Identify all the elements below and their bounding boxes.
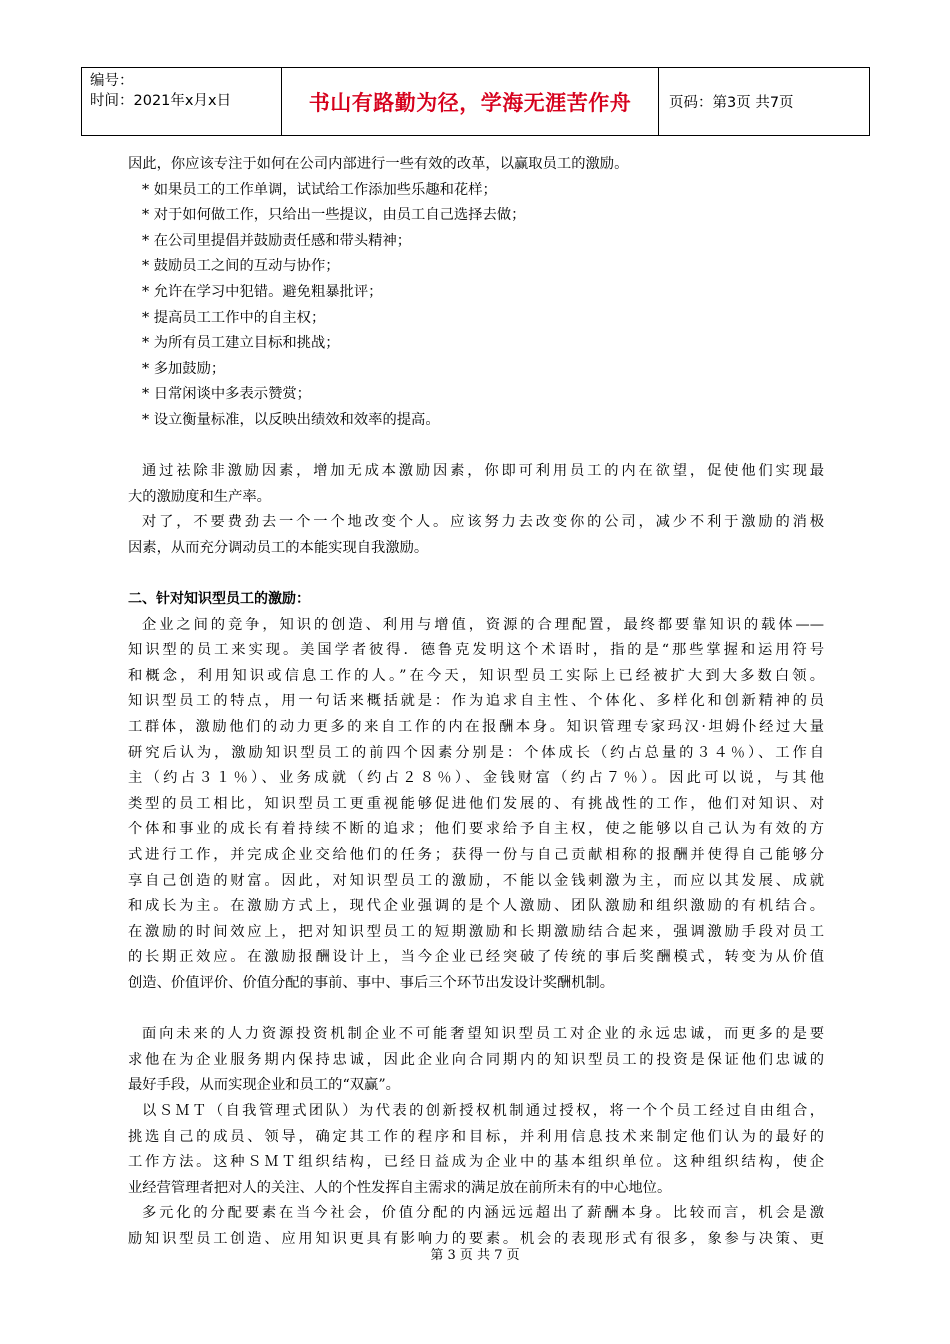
- text-line: 研究后认为，激励知识型员工的前四个因素分别是：个体成长（约占总量的３４％）、工作自: [128, 744, 824, 761]
- text-line: 以ＳＭＴ（自我管理式团队）为代表的创新授权机制通过授权，将一个个员工经过自由组合，: [142, 1102, 824, 1119]
- spacer: [128, 562, 824, 588]
- text-line: 工作方法。这种ＳＭＴ组织结构，已经日益成为企业中的基本组织单位。这种组织结构，使企: [128, 1154, 824, 1171]
- list-item: * 如果员工的工作单调，试试给工作添加些乐趣和花样；: [142, 181, 497, 198]
- list-item: * 多加鼓励；: [142, 360, 226, 377]
- list-item: * 在公司里提倡并鼓励责任感和带头精神；: [142, 232, 412, 249]
- paragraph-2: [128, 510, 824, 561]
- text-line: 知识型的员工来实现。美国学者彼得．德鲁克发明这个术语时，指的是“那些掌握和运用符号: [128, 642, 824, 659]
- list-item: * 设立衡量标准，以反映出绩效和效率的提高。: [142, 411, 440, 428]
- text-line: 通过祛除非激励因素，增加无成本激励因素，你即可利用员工的内在欲望，促使他们实现最: [142, 463, 824, 480]
- header-meta: [82, 68, 282, 135]
- spacer: [128, 997, 824, 1023]
- header-page-info: 页码：第3页 共7页: [669, 95, 794, 111]
- text-line: 因素，从而充分调动员工的本能实现自我激励。: [128, 539, 429, 556]
- page-footer: 第 3 页 共 7 页: [430, 1248, 520, 1263]
- header-date-label: 时间：2021年x月x日: [90, 93, 232, 109]
- text-line: 工群体，激励他们的动力更多的来自工作的内在报酬本身。知识管理专家玛汉·坦姆仆经过大量: [128, 719, 824, 736]
- list-item: * 鼓励员工之间的互动与协作；: [142, 258, 340, 275]
- list-item: * 为所有员工建立目标和挑战；: [142, 335, 340, 352]
- bullet-list: [128, 178, 824, 434]
- text-line: 挑选自己的成员、领导，确定其工作的程序和目标，并利用信息技术来制定他们认为的最好的: [128, 1128, 824, 1145]
- page-header: [81, 67, 870, 136]
- text-line: 大的激励度和生产率。: [128, 488, 271, 505]
- list-item: * 对于如何做工作，只给出一些提议，由员工自己选择去做；: [142, 207, 526, 224]
- text-line: 式进行工作，并完成企业交给他们的任务；获得一份与自己贡献相称的报酬并使得自己能够分: [128, 847, 824, 864]
- text-line: 类型的员工相比，知识型员工更重视能够促进他们发展的、有挑战性的工作，他们对知识、对: [128, 795, 824, 812]
- paragraph-1: [128, 459, 824, 510]
- document-body: [128, 152, 824, 1253]
- text-line: 最好手段，从而实现企业和员工的“双赢”。: [128, 1077, 400, 1094]
- paragraph-3: [128, 613, 824, 997]
- text-line: 对了，不要费劲去一个一个地改变个人。应该努力去改变你的公司，减少不利于激励的消极: [142, 514, 824, 531]
- text-line: 企业之间的竞争，知识的创造、利用与增值，资源的合理配置，最终都要靠知识的载体——: [142, 616, 824, 633]
- list-item: * 允许在学习中犯错。避免粗暴批评；: [142, 283, 383, 300]
- paragraph-5: [128, 1099, 824, 1201]
- text-line: 求他在为企业服务期内保持忠诚，因此企业向合同期内的知识型员工的投资是保证他们忠诚的: [128, 1051, 824, 1068]
- text-line: 业经营管理者把对人的关注、人的个性发挥自主需求的满足放在前所未有的中心地位。: [128, 1179, 672, 1196]
- text-line: 主（约占３１％）、业务成就（约占２８％）、金钱财富（约占７％）。因此可以说，与其他: [128, 770, 824, 787]
- header-motto: 书山有路勤为径，学海无涯苦作舟: [282, 68, 659, 135]
- paragraph-4: [128, 1022, 824, 1099]
- section-heading: 二、针对知识型员工的激励：: [128, 591, 310, 608]
- header-number-label: 编号：: [90, 73, 134, 89]
- text-line: 享自己创造的财富。因此，对知识型员工的激励，不能以金钱刺激为主，而应以其发展、成就: [128, 872, 824, 889]
- text-line: 多元化的分配要素在当今社会，价值分配的内涵远远超出了薪酬本身。比较而言，机会是激: [142, 1205, 824, 1222]
- text-line: 和概念，利用知识或信息工作的人。”在今天，知识型员工实际上已经被扩大到大多数白领。: [128, 667, 824, 684]
- list-item: * 日常闲谈中多表示赞赏；: [142, 386, 311, 403]
- text-line: 个体和事业的成长有着持续不断的追求；他们要求给予自主权，使之能够以自己认为有效的方: [128, 821, 824, 838]
- text-line: 创造、价值评价、价值分配的事前、事中、事后三个环节出发设计奖酬机制。: [128, 975, 615, 991]
- list-item: * 提高员工工作中的自主权；: [142, 309, 326, 326]
- text-line: 在激励的时间效应上，把对知识型员工的短期激励和长期激励结合起来，强调激励手段对员工: [128, 923, 824, 940]
- spacer: [128, 434, 824, 460]
- intro-line: 因此，你应该专注于如何在公司内部进行一些有效的改革，以赢取员工的激励。: [128, 156, 629, 172]
- text-line: 和成长为主。在激励方式上，现代企业强调的是个人激励、团队激励和组织激励的有机结合。: [128, 898, 824, 915]
- text-line: 知识型员工的特点，用一句话来概括就是：作为追求自主性、个体化、多样化和创新精神的员: [128, 693, 824, 710]
- text-line: 面向未来的人力资源投资机制企业不可能奢望知识型员工对企业的永远忠诚，而更多的是要: [142, 1026, 824, 1043]
- text-line: 励知识型员工创造、应用知识更具有影响力的要素。机会的表现形式有很多，象参与决策、更: [128, 1230, 824, 1247]
- text-line: 的长期正效应。在激励报酬设计上，当今企业已经突破了传统的事后奖酬模式，转变为从价值: [128, 949, 824, 966]
